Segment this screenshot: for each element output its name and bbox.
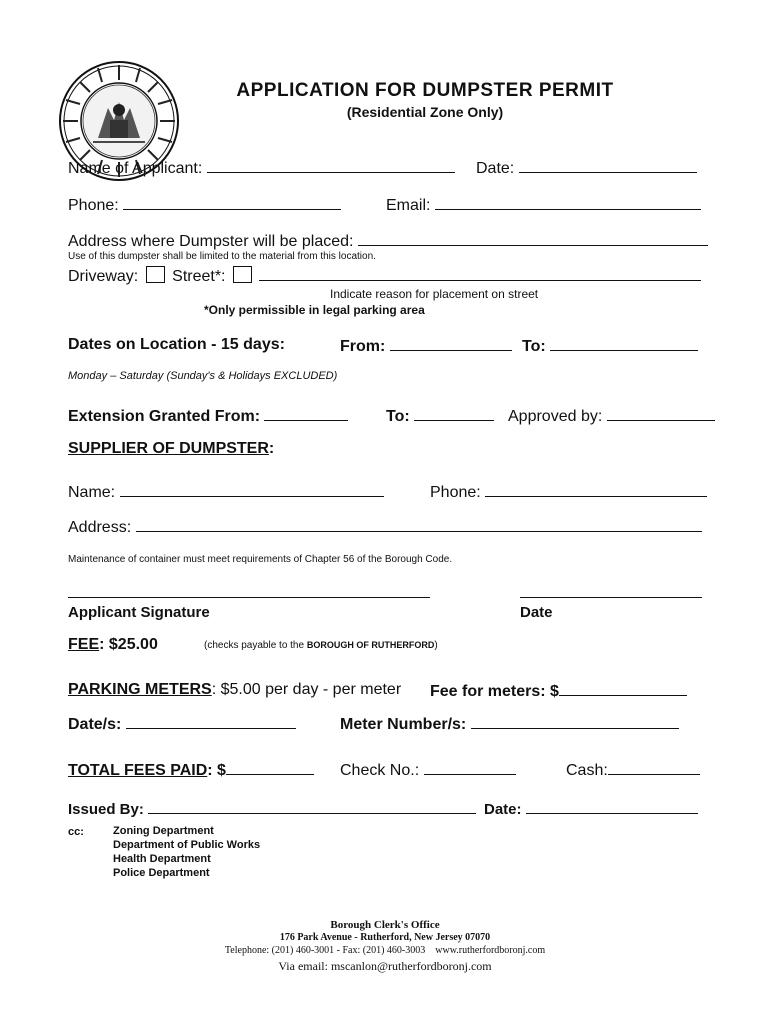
maintenance-note: Maintenance of container must meet requirements of Chapter 56 of the Borough Code. (68, 554, 453, 565)
approved-by-field[interactable] (607, 406, 715, 421)
dates-on-location-label: Dates on Location - 15 days: (68, 336, 285, 353)
cash-label: Cash: (566, 762, 608, 779)
supplier-heading: SUPPLIER OF DUMPSTER: (68, 440, 275, 457)
dates-to-label: To: (522, 338, 546, 355)
issued-date-label: Date: (484, 801, 522, 818)
street-label: Street*: (172, 268, 226, 285)
applicant-name-row (68, 158, 455, 178)
fee-note: (checks payable to the BOROUGH OF RUTHERFORD) (204, 640, 438, 651)
supplier-name-label: Name: (68, 484, 116, 501)
supplier-phone-field[interactable] (485, 482, 707, 497)
parking-meters-row (68, 681, 401, 699)
check-number-row (340, 760, 516, 780)
applicant-name-label: Name of Applicant: (68, 160, 203, 177)
signature-date-label: Date (520, 604, 553, 621)
supplier-name-row (68, 482, 384, 502)
applicant-date-field[interactable] (519, 158, 697, 173)
street-note: *Only permissible in legal parking area (204, 303, 425, 317)
footer-contact: Telephone: (201) 460-3001 - Fax: (201) 460-3003 www.rutherfordboronj.com (224, 945, 546, 956)
dates-to-field[interactable] (550, 336, 698, 351)
cc-item: Police Department (113, 867, 210, 879)
dates-note: Monday – Saturday (Sunday's & Holidays EXCLUDED) (68, 370, 338, 382)
meter-dates-label: Date/s: (68, 716, 122, 733)
check-number-label: Check No.: (340, 762, 420, 779)
extension-from-row (68, 406, 348, 426)
issued-date-row (484, 799, 698, 818)
placement-type-row (68, 266, 701, 286)
supplier-address-field[interactable] (136, 517, 702, 532)
applicant-phone-label: Phone: (68, 197, 119, 214)
supplier-name-field[interactable] (120, 482, 384, 497)
cc-item: Health Department (113, 853, 211, 865)
total-fees-field[interactable] (226, 760, 314, 775)
cash-field[interactable] (608, 760, 700, 775)
applicant-email-label: Email: (386, 197, 431, 214)
reason-label: Indicate reason for placement on street (330, 287, 539, 301)
placement-address-label: Address where Dumpster will be placed: (68, 233, 354, 250)
fee-row: FEE: $25.00 (68, 636, 158, 653)
supplier-phone-label: Phone: (430, 484, 481, 501)
meter-fee-label: Fee for meters: $ (430, 683, 559, 700)
applicant-date-row (476, 158, 697, 178)
address-note: Use of this dumpster shall be limited to the material from this location. (68, 251, 376, 262)
placement-address-field[interactable] (358, 231, 708, 246)
applicant-email-field[interactable] (435, 195, 701, 210)
meter-fee-row (430, 681, 687, 701)
applicant-email-row (386, 195, 701, 215)
supplier-address-label: Address: (68, 519, 132, 536)
driveway-label: Driveway: (68, 268, 139, 285)
meter-number-field[interactable] (471, 714, 679, 729)
cc-item: Zoning Department (113, 825, 214, 837)
approved-by-row (508, 406, 715, 426)
fee-label: FEE (68, 636, 100, 653)
supplier-address-row (68, 517, 702, 537)
page-title: APPLICATION FOR DUMPSTER PERMIT (236, 80, 614, 101)
signature-date-line[interactable] (520, 597, 702, 598)
issued-by-field[interactable] (148, 799, 476, 814)
dates-from-label: From: (340, 338, 386, 355)
cc-label: cc: (68, 826, 84, 838)
fee-payee: BOROUGH OF RUTHERFORD (306, 640, 435, 650)
fee-amount: $25.00 (108, 636, 158, 653)
extension-from-field[interactable] (264, 406, 348, 421)
applicant-name-field[interactable] (207, 158, 455, 173)
extension-to-field[interactable] (414, 406, 494, 421)
applicant-phone-field[interactable] (123, 195, 341, 210)
page-subtitle: (Residential Zone Only) (346, 104, 504, 120)
dates-to-row (522, 336, 698, 356)
footer-office: Borough Clerk's Office (330, 919, 440, 931)
cc-item: Department of Public Works (113, 839, 261, 851)
applicant-signature-label: Applicant Signature (68, 604, 210, 621)
parking-meters-label: PARKING METERS (68, 681, 212, 698)
extension-from-label: Extension Granted From: (68, 408, 261, 425)
issued-by-row (68, 799, 476, 818)
check-number-field[interactable] (424, 760, 516, 775)
meter-fee-field[interactable] (559, 681, 687, 696)
extension-to-label: To: (386, 408, 410, 425)
supplier-phone-row (430, 482, 707, 502)
meter-dates-row (68, 714, 296, 734)
issued-date-field[interactable] (526, 799, 698, 814)
street-checkbox[interactable] (233, 266, 252, 283)
signature-line[interactable] (68, 597, 430, 598)
total-fees-row: TOTAL FEES PAID: $ (68, 760, 314, 780)
meter-number-row (340, 714, 679, 734)
applicant-phone-row (68, 195, 341, 215)
placement-address-row (68, 231, 708, 251)
meter-number-label: Meter Number/s: (340, 716, 467, 733)
dates-from-row (340, 336, 512, 356)
total-fees-label: TOTAL FEES PAID (68, 762, 208, 779)
street-reason-field[interactable] (259, 266, 701, 281)
parking-meters-rate: : $5.00 per day - per meter (211, 681, 402, 698)
driveway-checkbox[interactable] (146, 266, 165, 283)
meter-dates-field[interactable] (126, 714, 296, 729)
cash-row (566, 760, 700, 780)
footer-address: 176 Park Avenue - Rutherford, New Jersey 07070 (279, 932, 491, 943)
dates-from-field[interactable] (390, 336, 512, 351)
extension-to-row (386, 406, 494, 426)
footer-email: Via email: mscanlon@rutherfordboronj.com (278, 959, 492, 973)
approved-by-label: Approved by: (508, 408, 603, 425)
issued-by-label: Issued By: (68, 801, 144, 818)
applicant-date-label: Date: (476, 160, 515, 177)
